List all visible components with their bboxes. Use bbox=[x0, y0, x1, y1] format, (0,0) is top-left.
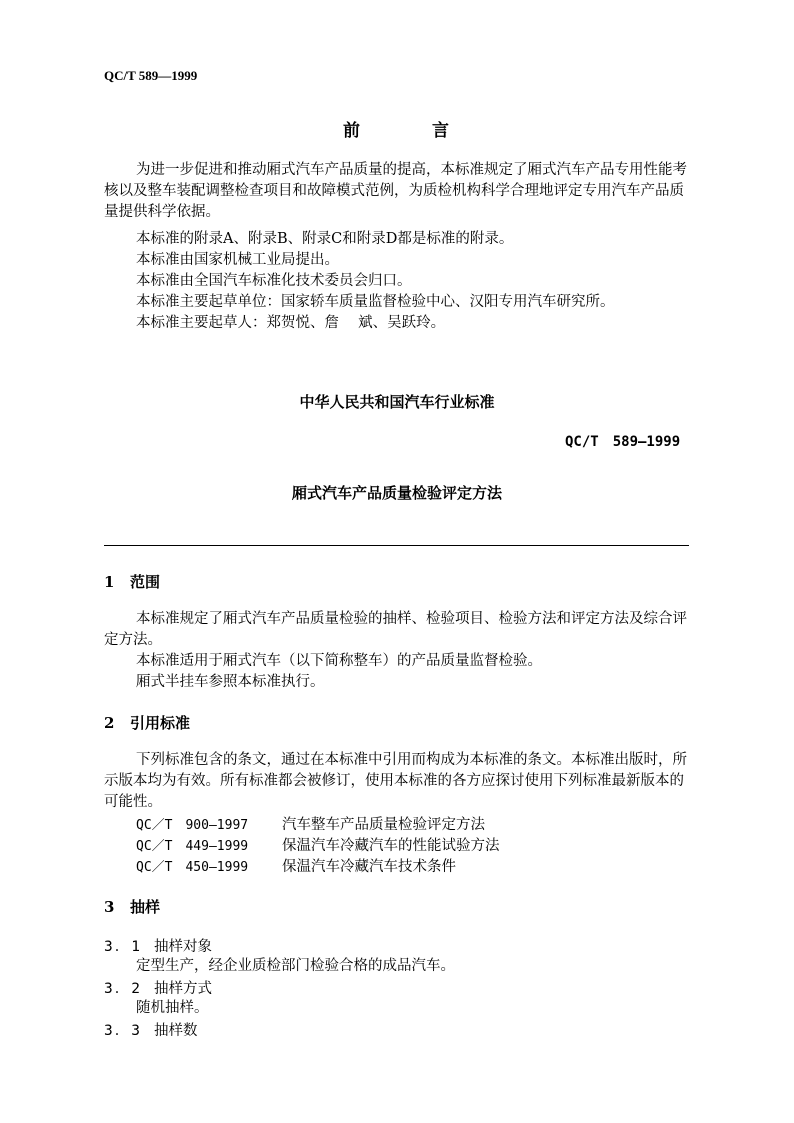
reference-item-1 bbox=[136, 813, 485, 834]
standard-number: QC/T 589—1999 bbox=[565, 434, 681, 450]
foreword-paragraph: 为进一步促进和推动厢式汽车产品质量的提高，本标准规定了厢式汽车产品专用性能考核以及整车装配调整检查项目和故障模式范例，为质检机构科学合理地评定专用汽车产品质量提供科学依据。 bbox=[104, 162, 687, 220]
subsection-number: 3．1 bbox=[104, 939, 142, 955]
foreword-line-1: 本标准的附录A、附录B、附录C和附录D都是标准的附录。 bbox=[136, 231, 514, 247]
section-3-heading bbox=[104, 896, 160, 917]
subsection-number: 3．2 bbox=[104, 981, 142, 997]
subsection-3-1-text: 定型生产，经企业质检部门检验合格的成品汽车。 bbox=[136, 958, 455, 974]
subsection-title: 抽样对象 bbox=[154, 939, 212, 955]
subsection-3-2-heading bbox=[104, 977, 212, 998]
section-2-title: 引用标准 bbox=[130, 714, 191, 732]
reference-title: 保温汽车冷藏汽车的性能试验方法 bbox=[282, 838, 500, 854]
reference-item-3 bbox=[136, 855, 456, 876]
subsection-3-3-heading bbox=[104, 1019, 198, 1040]
foreword-line-4: 本标准主要起草单位：国家轿车质量监督检验中心、汉阳专用汽车研究所。 bbox=[136, 294, 615, 310]
reference-item-2 bbox=[136, 834, 500, 855]
subsection-title: 抽样方式 bbox=[154, 981, 212, 997]
section-2-heading bbox=[104, 712, 190, 733]
standard-org-title: 中华人民共和国汽车行业标准 bbox=[299, 393, 495, 411]
section-2-number: 2 bbox=[104, 714, 115, 732]
section-3-number: 3 bbox=[104, 898, 115, 916]
section-2-paragraph: 下列标准包含的条文，通过在本标准中引用而构成为本标准的条文。本标准出版时，所示版本均为有效。所有标准都会被修订，使用本标准的各方应探讨使用下列标准最新版本的可能性。 bbox=[104, 752, 687, 810]
section-1-number: 1 bbox=[104, 573, 115, 591]
section-1-line-1: 本标准适用于厢式汽车（以下简称整车）的产品质量监督检验。 bbox=[136, 653, 542, 669]
reference-code: QC／T 450—1999 bbox=[136, 860, 249, 875]
section-1-title: 范围 bbox=[130, 573, 161, 591]
subsection-number: 3．3 bbox=[104, 1023, 142, 1039]
reference-code: QC／T 900—1997 bbox=[136, 818, 249, 833]
subsection-3-1-heading bbox=[104, 935, 212, 956]
section-1-line-2: 厢式半挂车参照本标准执行。 bbox=[136, 674, 325, 690]
section-3-title: 抽样 bbox=[130, 898, 161, 916]
section-1-paragraph: 本标准规定了厢式汽车产品质量检验的抽样、检验项目、检验方法和评定方法及综合评定方法。 bbox=[104, 611, 687, 648]
document-code-header: QC/T 589—1999 bbox=[104, 68, 198, 83]
subsection-3-2-text: 随机抽样。 bbox=[136, 1000, 209, 1016]
foreword-title-char-2: 言 bbox=[432, 121, 451, 141]
foreword-line-5: 本标准主要起草人：郑贺悦、詹 斌、吴跃玲。 bbox=[136, 315, 446, 331]
foreword-line-2: 本标准由国家机械工业局提出。 bbox=[136, 252, 339, 268]
standard-title: 厢式汽车产品质量检验评定方法 bbox=[291, 484, 502, 502]
reference-code: QC／T 449—1999 bbox=[136, 839, 249, 854]
foreword-title bbox=[0, 116, 794, 141]
foreword-title-char-1: 前 bbox=[343, 121, 362, 141]
reference-title: 汽车整车产品质量检验评定方法 bbox=[282, 817, 485, 833]
title-divider bbox=[104, 545, 689, 546]
subsection-title: 抽样数 bbox=[154, 1023, 198, 1039]
section-1-heading bbox=[104, 571, 160, 592]
reference-title: 保温汽车冷藏汽车技术条件 bbox=[282, 859, 456, 875]
foreword-line-3: 本标准由全国汽车标准化技术委员会归口。 bbox=[136, 273, 412, 289]
